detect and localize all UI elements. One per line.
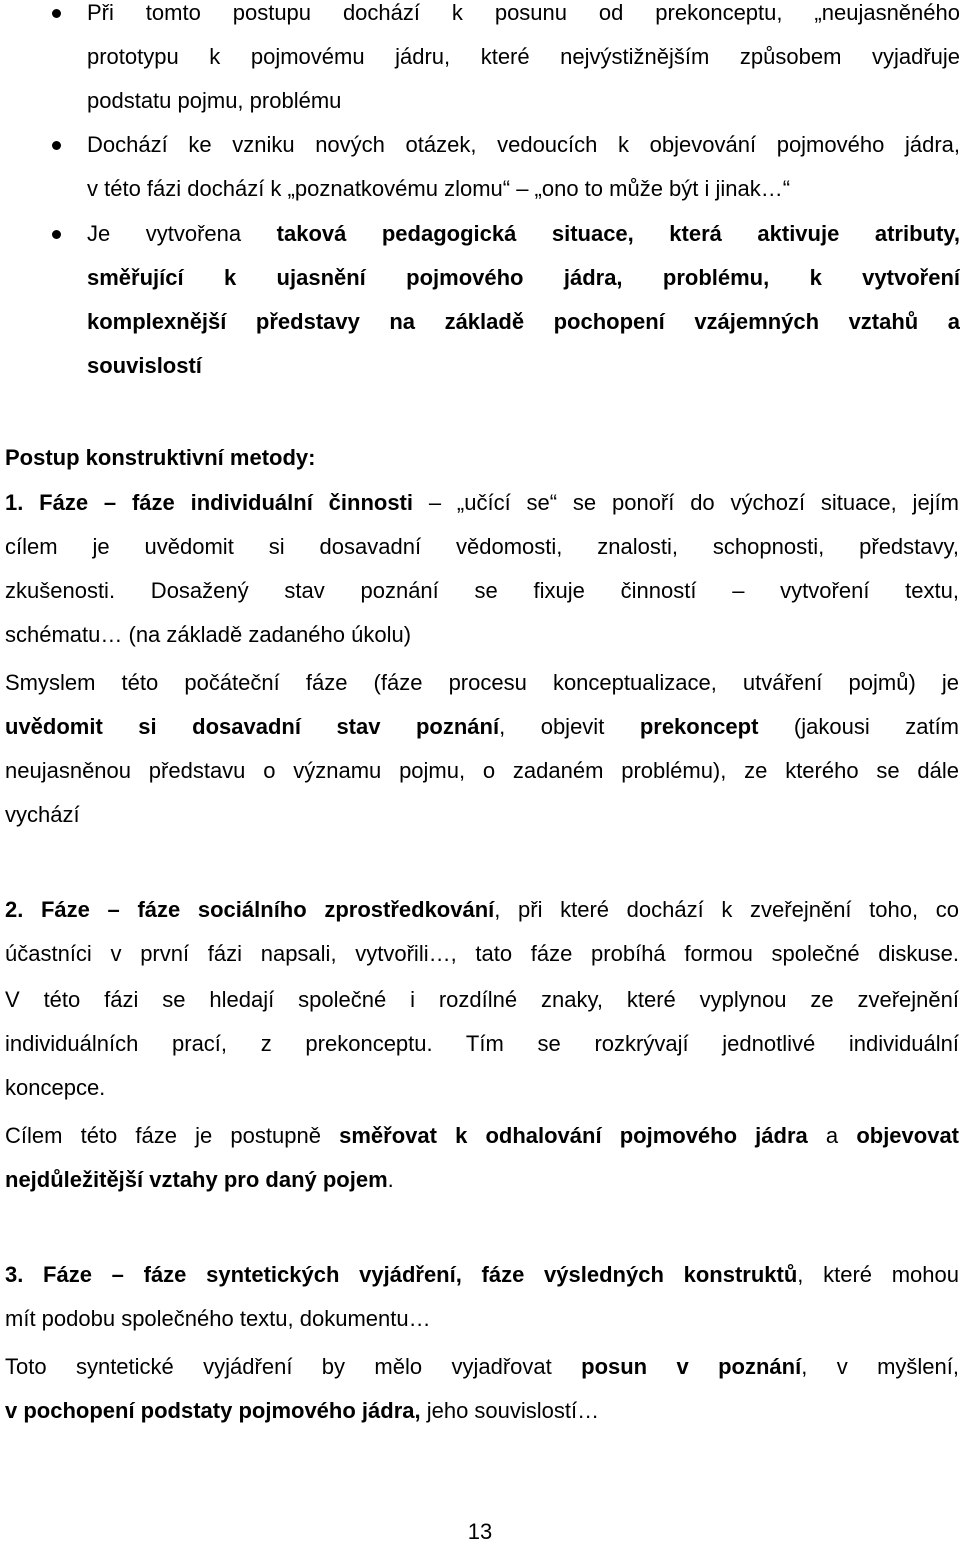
phase-3-paragraph — [5, 1253, 959, 1341]
phase-2-goal — [5, 1114, 959, 1202]
text-line — [5, 978, 959, 1022]
bullet-item — [0, 212, 960, 388]
bold-text: uvědomit si dosavadní stav poznání — [5, 714, 500, 739]
bold-text: taková pedagogická situace, která aktivuje atributy, — [276, 221, 960, 246]
bold-text: 1. Fáze – fáze individuální činnosti — [5, 490, 414, 515]
text: , které mohou — [797, 1262, 959, 1287]
text: Je vytvořena — [87, 221, 277, 246]
text: (jakousi zatím — [758, 714, 960, 739]
page-number: 13 — [467, 1519, 493, 1544]
text: podstatu pojmu, problému — [87, 88, 342, 113]
text-line — [87, 79, 960, 123]
text-line — [5, 1114, 959, 1158]
text-line — [5, 661, 959, 705]
text-line — [5, 888, 959, 932]
bold-text: prekoncept — [639, 714, 759, 739]
text: individuálních prací, z prekonceptu. Tím se rozkrývají jednotlivé individuální — [5, 1031, 959, 1056]
text: . — [387, 1167, 394, 1192]
text-line — [5, 1022, 959, 1066]
text: koncepce. — [5, 1075, 106, 1100]
text-line — [87, 300, 960, 344]
section-heading — [5, 436, 959, 480]
bullet-dot-icon — [52, 141, 61, 150]
text: jeho souvislostí… — [420, 1398, 600, 1423]
text-line — [5, 525, 959, 569]
bold-text: nejdůležitější vztahy pro daný pojem — [5, 1167, 388, 1192]
phase-2-paragraph — [5, 888, 959, 976]
text-line — [87, 167, 960, 211]
text: účastníci v první fázi napsali, vytvořili…, tato fáze probíhá formou společné diskuse. — [5, 941, 959, 966]
text: vychází — [5, 802, 80, 827]
text: – „učící se“ se ponoří do výchozí situace, jejím — [413, 490, 960, 515]
text: V této fázi se hledají společné i rozdílné znaky, které vyplynou ze zveřejnění — [5, 987, 959, 1012]
text: Smyslem této počáteční fáze (fáze procesu konceptualizace, utváření pojmů) je — [5, 670, 959, 695]
text: zkušenosti. Dosažený stav poznání se fixuje činností – vytvoření textu, — [5, 578, 959, 603]
text: prototypu k pojmovému jádru, které nejvýstižnějším způsobem vyjadřuje — [87, 44, 960, 69]
phase-1-paragraph — [5, 481, 959, 657]
phase-1-explanation — [5, 661, 959, 837]
text-line — [87, 344, 960, 388]
bullet-dot-icon — [52, 9, 61, 18]
text-line — [5, 481, 959, 525]
text: a — [807, 1123, 857, 1148]
bold-text: 3. Fáze – fáze syntetických vyjádření, fáze výsledných konstruktů — [5, 1262, 798, 1287]
text: , v myšlení, — [801, 1354, 959, 1379]
heading-text: Postup konstruktivní metody: — [5, 445, 316, 470]
text: schématu… (na základě zadaného úkolu) — [5, 622, 412, 647]
text-line — [5, 749, 959, 793]
text-line — [5, 1389, 959, 1433]
bullet-item — [0, 0, 960, 123]
bold-text: směřující k ujasnění pojmového jádra, problému, k vytvoření — [87, 265, 960, 290]
text: v této fázi dochází k „poznatkovému zlomu“ – „ono to může být i jinak…“ — [87, 176, 791, 201]
bold-text: komplexnější představy na základě pochopení vzájemných vztahů a — [87, 309, 960, 334]
text-line — [5, 1345, 959, 1389]
text: , objevit — [499, 714, 640, 739]
text-line — [87, 0, 960, 35]
text: Cílem této fáze je postupně — [5, 1123, 340, 1148]
bold-text: posun v poznání — [581, 1354, 802, 1379]
text-line — [5, 1158, 959, 1202]
text-line — [5, 1253, 959, 1297]
text-line — [87, 123, 960, 167]
text-line — [87, 212, 960, 256]
bold-text: směřovat k odhalování pojmového jádra — [339, 1123, 808, 1148]
bold-text: objevovat — [856, 1123, 960, 1148]
phase-3-explanation — [5, 1345, 959, 1433]
phase-2-explanation — [5, 978, 959, 1110]
text-line — [5, 613, 959, 657]
text: Při tomto postupu dochází k posunu od prekonceptu, „neujasněného — [87, 0, 960, 25]
text: neujasněnou představu o významu pojmu, o zadaném problému), ze kterého se dále — [5, 758, 959, 783]
text-line — [5, 1297, 959, 1341]
bold-text: v pochopení podstaty pojmového jádra, — [5, 1398, 421, 1423]
text-line — [87, 35, 960, 79]
text-line — [5, 1066, 959, 1110]
bold-text: souvislostí — [87, 353, 202, 378]
bullet-dot-icon — [52, 230, 61, 239]
text: , při které dochází k zveřejnění toho, co — [494, 897, 960, 922]
bullet-item — [0, 123, 960, 211]
text: Dochází ke vzniku nových otázek, vedoucích k objevování pojmového jádra, — [87, 132, 960, 157]
text: Toto syntetické vyjádření by mělo vyjadřovat — [5, 1354, 582, 1379]
text-line — [5, 932, 959, 976]
text-line — [5, 569, 959, 613]
text: mít podobu společného textu, dokumentu… — [5, 1306, 431, 1331]
text-line — [87, 256, 960, 300]
text-line — [5, 793, 959, 837]
text: cílem je uvědomit si dosavadní vědomosti, znalosti, schopnosti, představy, — [5, 534, 959, 559]
bold-text: 2. Fáze – fáze sociálního zprostředkování — [5, 897, 495, 922]
text-line — [5, 705, 959, 749]
